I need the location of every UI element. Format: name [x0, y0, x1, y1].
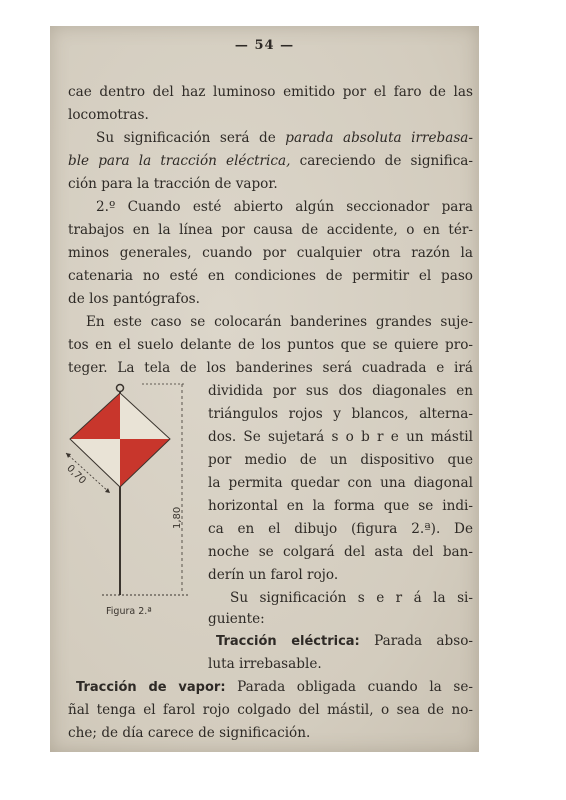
text-line: por medio de un dispositivo que	[208, 452, 473, 468]
flag-figure	[62, 379, 212, 604]
figure-caption: Figura 2.ª	[106, 606, 152, 617]
text-line: noche se colgará del asta del ban-	[208, 544, 473, 560]
flag-illustration	[62, 379, 212, 604]
text-line: Tracción de vapor: Parada obligada cuando la se-	[76, 679, 473, 695]
flag-dimension-label: 0,70	[64, 463, 88, 487]
text-line: ñal tenga el farol rojo colgado del mástil, o sea de no-	[68, 702, 473, 718]
scanned-page	[50, 26, 479, 752]
text-line: ca en el dibujo (figura 2.ª). De	[208, 521, 473, 537]
text-line: derín un farol rojo.	[208, 567, 339, 583]
text-line: che; de día carece de significación.	[68, 725, 311, 741]
text-line: catenaria no esté en condiciones de permitir el paso	[68, 268, 473, 284]
mast-knob	[117, 385, 124, 392]
text-line: trabajos en la línea por causa de accidente, o en tér-	[68, 222, 473, 238]
text-line: Su significación será de parada absoluta irrebasa-	[96, 130, 474, 146]
text-line: Su significación s e r á la si-	[230, 590, 473, 606]
text-line: de los pantógrafos.	[68, 291, 200, 307]
text-line: horizontal en la forma que se indi-	[208, 498, 473, 514]
page-number: — 54 —	[234, 38, 295, 53]
text-line: ción para la tracción de vapor.	[68, 176, 278, 192]
arrow-head-icon	[66, 453, 71, 458]
text-line: guiente:	[208, 611, 265, 627]
text-line: dividida por sus dos diagonales en	[208, 383, 473, 399]
text-line: la permita quedar con una diagonal	[208, 475, 473, 491]
text-line: triángulos rojos y blancos, alterna-	[208, 406, 473, 422]
text-line: Tracción eléctrica: Parada abso-	[216, 633, 473, 649]
text-line: 2.º Cuando esté abierto algún seccionador para	[96, 199, 473, 215]
text-line: minos generales, cuando por cualquier otra razón la	[68, 245, 473, 261]
text-line: locomotras.	[68, 107, 149, 123]
text-line: ble para la tracción eléctrica, careciendo de significa-	[68, 153, 474, 169]
text-line: teger. La tela de los banderines será cuadrada e irá	[68, 360, 473, 376]
text-line: dos. Se sujetará s o b r e un mástil	[208, 429, 473, 445]
height-dimension-label: 1,80	[172, 506, 183, 529]
text-line: cae dentro del haz luminoso emitido por el faro de las	[68, 84, 473, 100]
text-line: luta irrebasable.	[208, 656, 322, 672]
text-line: tos en el suelo delante de los puntos que se quiere pro-	[68, 337, 473, 353]
text-line: En este caso se colocarán banderines grandes suje-	[86, 314, 473, 330]
